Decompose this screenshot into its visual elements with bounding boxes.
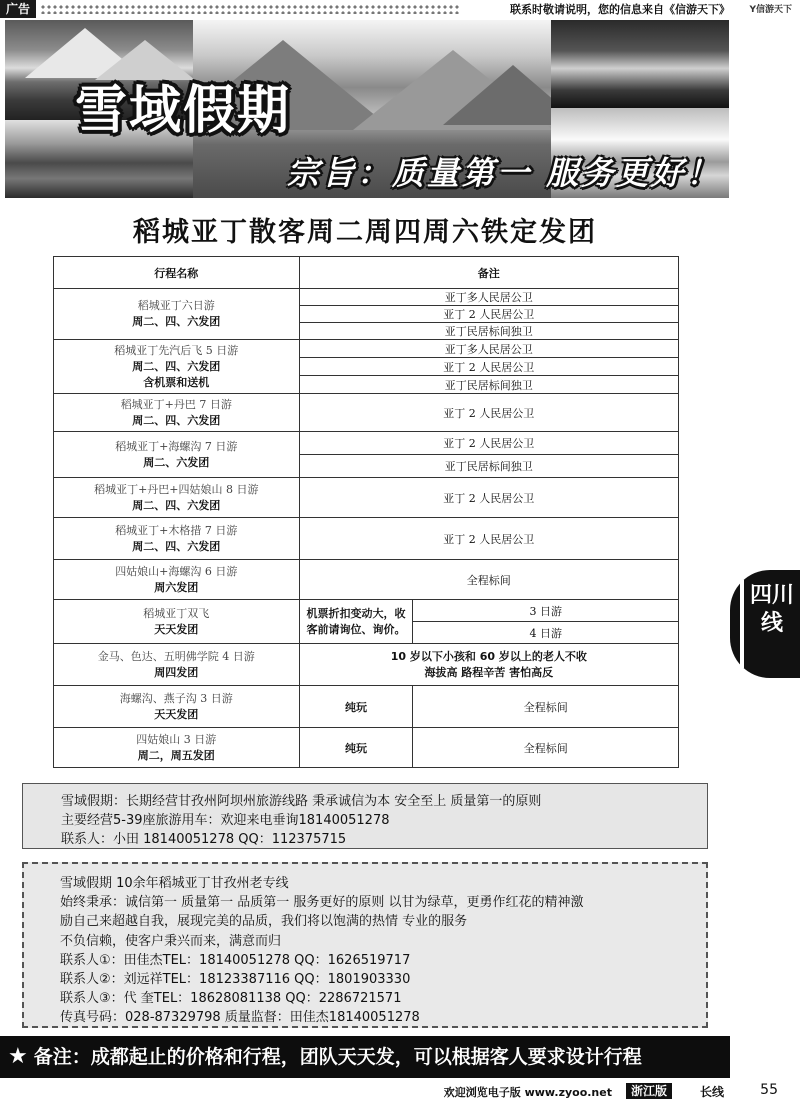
route-schedule: 周四发团	[154, 665, 199, 679]
route-cell	[54, 644, 300, 686]
route-schedule: 周二、四、六发团	[132, 498, 221, 512]
section-name: 长线	[699, 1085, 724, 1099]
table-row	[54, 478, 679, 518]
table-row	[54, 432, 679, 455]
footer-note-band	[0, 1036, 730, 1078]
remark-cell: 亚丁民居标间独卫	[299, 376, 678, 394]
table-row	[54, 728, 679, 768]
route-cell	[54, 560, 300, 600]
remark-cell: 亚丁多人民居公卫	[299, 340, 678, 358]
route-cell	[54, 340, 300, 394]
table-row	[54, 289, 679, 306]
region-badge: 浙江版	[626, 1083, 672, 1099]
table-row	[54, 394, 679, 432]
ticket-note-cell: 机票折扣变动大，收客前请询位、询价。	[299, 600, 413, 644]
route-name: 稻城亚丁六日游	[137, 299, 215, 312]
info-line: 雪域假期 10余年稻城亚丁甘孜州老专线	[60, 876, 289, 891]
contact-info-box	[22, 862, 708, 1028]
remark-cell: 全程标间	[413, 686, 679, 728]
route-schedule: 周六发团	[154, 580, 199, 594]
remark-cell: 亚丁民居标间独卫	[299, 455, 678, 478]
route-schedule: 周二、四、六发团	[132, 359, 221, 373]
remark-cell: 3 日游	[413, 600, 679, 622]
table-row	[54, 600, 679, 622]
remark-cell: 亚丁 2 人民居公卫	[299, 518, 678, 560]
route-extra: 含机票和送机	[143, 375, 210, 389]
route-cell	[54, 432, 300, 478]
star-icon: ★	[8, 1044, 28, 1069]
magazine-logo: Y信游天下	[749, 5, 792, 15]
route-schedule: 周二、四、六发团	[132, 315, 221, 328]
remark-cell: 4 日游	[413, 622, 679, 644]
remark-cell: 亚丁民居标间独卫	[299, 323, 678, 340]
route-cell	[54, 478, 300, 518]
section-side-tab	[730, 570, 800, 678]
remark-cell: 亚丁 2 人民居公卫	[299, 478, 678, 518]
page-footer	[0, 1082, 800, 1100]
route-cell	[54, 394, 300, 432]
banner-slogan: 宗旨：质量第一 服务更好！	[287, 154, 722, 192]
remark-cell: 全程标间	[299, 560, 678, 600]
route-name: 四姑娘山 3 日游	[136, 732, 217, 746]
source-note: 联系时敬请说明，您的信息来自《信游天下》	[510, 3, 730, 16]
table-header-row	[54, 257, 679, 289]
river-trees-photo	[551, 20, 729, 108]
route-cell	[54, 518, 300, 560]
route-name: 稻城亚丁先汽后飞 5 日游	[114, 343, 239, 357]
route-cell	[54, 728, 300, 768]
contact-line: 联系人②：刘远祥TEL：18123387116 QQ：1801903330	[60, 972, 411, 988]
route-cell	[54, 600, 300, 644]
route-name: 海螺沟、燕子沟 3 日游	[119, 691, 233, 705]
pure-tour-cell: 纯玩	[299, 686, 413, 728]
route-name: 四姑娘山+海螺沟 6 日游	[115, 564, 238, 578]
remark-cell: 亚丁多人民居公卫	[299, 289, 678, 306]
remark-cell: 亚丁 2 人民居公卫	[299, 358, 678, 376]
route-name: 稻城亚丁+丹巴 7 日游	[120, 397, 232, 411]
info-line: 不负信赖，使客户秉兴而来，满意而归	[60, 933, 282, 949]
route-schedule: 周二、六发团	[143, 455, 210, 469]
route-cell	[54, 289, 300, 340]
footer-note: 备注：成都起止的价格和行程，团队天天发，可以根据客人要求设计行程	[33, 1046, 642, 1068]
contact-line: 联系人①：田佳杰TEL：18140051278 QQ：1626519717	[60, 952, 411, 968]
info-line: 联系人：小田 18140051278 QQ：112375715	[61, 832, 347, 847]
itinerary-table	[53, 256, 679, 768]
route-name: 稻城亚丁双飞	[143, 606, 210, 620]
route-schedule: 天天发团	[154, 622, 199, 636]
route-name: 稻城亚丁+丹巴+四姑娘山 8 日游	[94, 482, 259, 496]
remark-cell: 亚丁 2 人民居公卫	[299, 394, 678, 432]
fax-line: 传真号码：028-87329798 质量监督：田佳杰18140051278	[60, 1010, 420, 1026]
banner-title: 雪域假期	[75, 80, 292, 141]
route-schedule: 周二，周五发团	[137, 748, 215, 762]
route-schedule: 周二、四、六发团	[132, 413, 221, 427]
ad-label: 广告	[0, 0, 36, 18]
route-cell	[54, 686, 300, 728]
table-row	[54, 518, 679, 560]
banner	[5, 20, 729, 198]
route-name: 金马、色达、五明佛学院 4 日游	[97, 649, 255, 663]
route-name: 稻城亚丁+木格措 7 日游	[115, 523, 238, 537]
header-remark: 备注	[299, 257, 678, 289]
age-restriction-note: 10 岁以下小孩和 60 岁以上的老人不收	[390, 649, 587, 663]
remark-cell: 全程标间	[413, 728, 679, 768]
header-route: 行程名称	[54, 257, 300, 289]
page-number: 55	[760, 1082, 778, 1098]
info-line: 始终秉承：诚信第一 质量第一 品质第一 服务更好的原则 以甘为绿草，更勇作红花的精神激	[60, 895, 584, 911]
remark-cell: 亚丁 2 人民居公卫	[299, 306, 678, 323]
route-name: 稻城亚丁+海螺沟 7 日游	[115, 439, 238, 453]
info-line: 雪域假期：长期经营甘孜州阿坝州旅游线路 秉承诚信为本 安全至上 质量第一的原则	[61, 794, 542, 809]
info-line: 主要经营5-39座旅游用车：欢迎来电垂询18140051278	[61, 813, 390, 828]
company-info-box	[22, 783, 708, 849]
side-tab-label: 四川线	[749, 583, 794, 636]
website-link[interactable]: 欢迎浏览电子版 www.zyoo.net	[443, 1086, 612, 1099]
route-schedule: 周二、四、六发团	[132, 539, 221, 553]
route-schedule: 天天发团	[154, 707, 199, 721]
altitude-warning: 海拔高 路程辛苦 害怕高反	[424, 665, 554, 679]
table-row	[54, 644, 679, 686]
info-line: 励自己来超越自我，展现完美的品质，我们将以饱满的热情 专业的服务	[60, 914, 468, 930]
dot-pattern-decoration	[40, 4, 460, 14]
table-row	[54, 340, 679, 358]
table-row	[54, 686, 679, 728]
contact-line: 联系人③：代 奎TEL：18628081138 QQ：2286721571	[60, 991, 402, 1007]
remark-cell: 亚丁 2 人民居公卫	[299, 432, 678, 455]
top-strip	[0, 0, 800, 18]
table-row	[54, 560, 679, 600]
main-heading: 稻城亚丁散客周二周四周六铁定发团	[133, 217, 597, 248]
pure-tour-cell: 纯玩	[299, 728, 413, 768]
remark-cell	[299, 644, 678, 686]
